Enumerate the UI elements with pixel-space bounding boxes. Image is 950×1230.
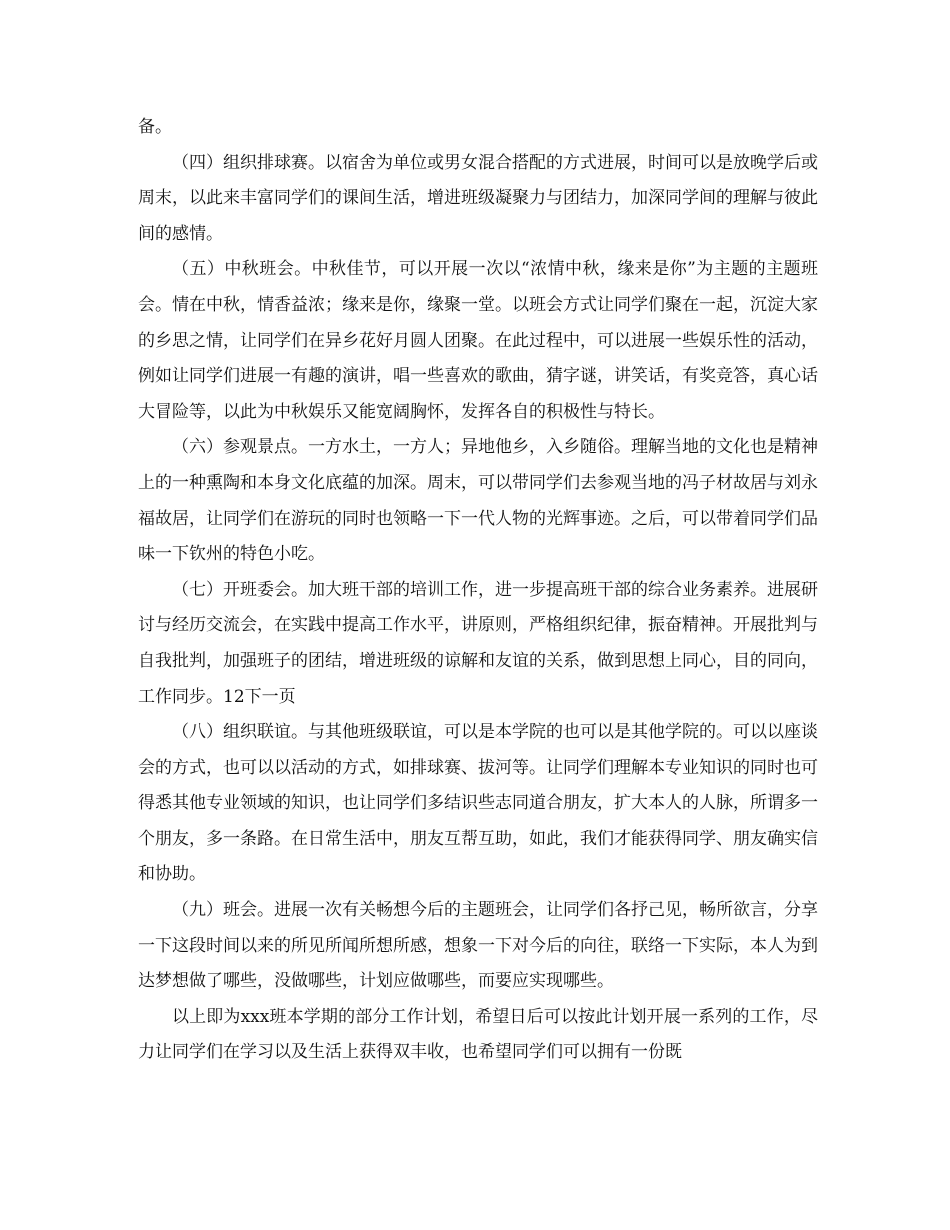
paragraph-mid-autumn-meeting: （五）中秋班会。中秋佳节，可以开展一次以“浓情中秋，缘来是你”为主题的主题班会。情在中秋，情香益浓；缘来是你，缘聚一堂。以班会方式让同学们聚在一起，沉淀大家的乡思之情，让同学们在异乡花好月圆人团聚。在此过程中，可以进展一些娱乐性的活动，例如让同学们进展一有趣的演讲，唱一些喜欢的歌曲，猜字谜，讲笑话，有奖竞答，真心话大冒险等，以此为中秋娱乐又能宽阔胸怀，发挥各自的积极性与特长。: [138, 259, 818, 422]
paragraph-continuation: 备。: [138, 117, 172, 137]
paragraph-sightseeing: （六）参观景点。一方水土，一方人；异地他乡，入乡随俗。理解当地的文化也是精神上的一种熏陶和本身文化底蕴的加深。周末，可以带同学们去参观当地的冯子材故居与刘永福故居，让同学们在游玩的同时也领略一下一代人物的光辉事迹。之后，可以带着同学们品味一下钦州的特色小吃。: [138, 437, 818, 565]
paragraph-class-meeting: （九）班会。进展一次有关畅想今后的主题班会，让同学们各抒己见，畅所欲言，分享一下这段时间以来的所见所闻所想所感，想象一下对今后的向往，联络一下实际，本人为到达梦想做了哪些，没做哪些，计划应做哪些，而要应实现哪些。: [138, 900, 818, 992]
paragraph-summary: 以上即为xxx班本学期的部分工作计划，希望日后可以按此计划开展一系列的工作，尽力让同学们在学习以及生活上获得双丰收，也希望同学们可以拥有一份既: [138, 1006, 818, 1063]
paragraph-volleyball: （四）组织排球赛。以宿舍为单位或男女混合搭配的方式进展，时间可以是放晚学后或周末，以此来丰富同学们的课间生活，增进班级凝聚力与团结力，加深同学间的理解与彼此间的感情。: [138, 152, 818, 244]
paragraph-committee-meeting: （七）开班委会。加大班干部的培训工作，进一步提高班干部的综合业务素养。进展研讨与经历交流会，在实践中提高工作水平，讲原则，严格组织纪律，振奋精神。开展批判与自我批判，加强班子的团结，增进班级的谅解和友谊的关系，做到思想上同心，目的同向，工作同步。12下一页: [138, 579, 818, 707]
paragraph-friendship-event: （八）组织联谊。与其他班级联谊，可以是本学院的也可以是其他学院的。可以以座谈会的方式，也可以以活动的方式，如排球赛、拔河等。让同学们理解本专业知识的同时也可得悉其他专业领域的知识，也让同学们多结识些志同道合朋友，扩大本人的人脉，所谓多一个朋友，多一条路。在日常生活中，朋友互帮互助，如此，我们才能获得同学、朋友确实信和协助。: [138, 722, 818, 885]
document-body: [138, 110, 818, 1071]
